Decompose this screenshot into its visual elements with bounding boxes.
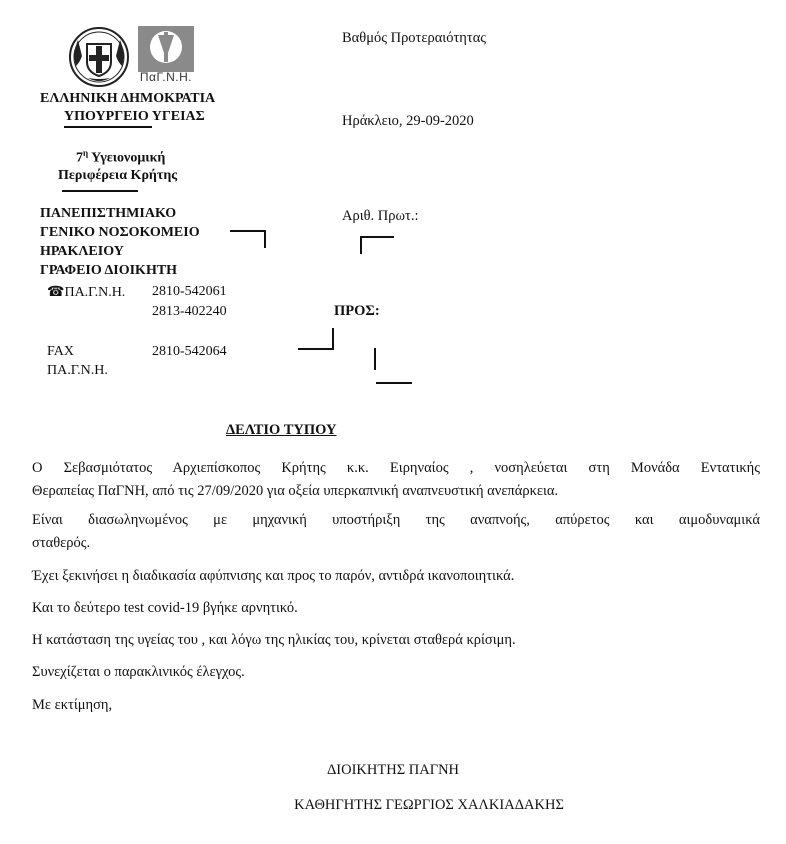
health-region-line1 [76,148,165,167]
document-title: ΔΕΛΤΙΟ ΤΥΠΟΥ [226,422,337,438]
signature-name: ΚΑΘΗΓΗΤΗΣ ΓΕΩΡΓΙΟΣ ΧΑΛΚΙΑΔΑΚΗΣ [294,797,564,813]
corner-mark-1-h [230,230,266,232]
corner-mark-3-v [360,236,362,254]
protocol-number-label: Αριθ. Πρωτ.: [342,208,419,224]
pagni-logo-text: ΠαΓ.Ν.Η. [139,70,193,84]
corner-mark-2-h [298,348,334,350]
paragraph-6: Συνεχίζεται ο παρακλινικός έλεγχος. [32,664,245,680]
pagni-logo [138,26,194,84]
phone-number-1: 2810-542061 [152,284,227,299]
phone-row [47,284,125,301]
paragraph-2-line-1: Είναι διασωληνωμένος με μηχανική υποστήριξη της αναπνοής, απύρετος και αιμοδυναμικά [32,512,760,528]
phone-label: ΠΑ.Γ.Ν.Η. [64,285,126,300]
corner-mark-4-h [376,382,412,384]
hospital-line4: ΓΡΑΦΕΙΟ ΔΙΟΙΚΗΤΗ [40,263,178,278]
recipient-label: ΠΡΟΣ: [334,303,380,319]
priority-label: Βαθμός Προτεραιότητας [342,30,487,46]
paragraph-3: Έχει ξεκινήσει η διαδικασία αφύπνισης και προς το παρόν, αντιδρά ικανοποιητικά. [32,568,515,584]
region-text: Υγειονομική [88,150,166,166]
phone-number-2: 2813-402240 [152,304,227,319]
paragraph-2-line-2: σταθερός. [32,535,91,551]
corner-mark-1-v [264,230,266,248]
place-date: Ηράκλειο, 29-09-2020 [342,113,474,129]
paragraph-2 [32,509,760,555]
hospital-line3: ΗΡΑΚΛΕΙΟΥ [40,244,124,259]
hospital-line1: ΠΑΝΕΠΙΣΤΗΜΙΑΚΟ [40,206,177,221]
paragraph-5: Η κατάσταση της υγείας του , και λόγω της ηλικίας του, κρίνεται σταθερά κρίσιμη. [32,632,516,648]
fax-label-line1: FAX [47,344,74,359]
ministry-label: ΥΠΟΥΡΓΕΙΟ ΥΓΕΙΑΣ [64,109,205,124]
paragraph-4: Και το δεύτερο test covid-19 βγήκε αρνητικό. [32,600,298,616]
paragraph-1-line-1: Ο Σεβασμιότατος Αρχιεπίσκοπος Κρήτης κ.κ. Ειρηναίος , νοσηλεύεται στη Μονάδα Εντατικής [32,460,760,476]
region-underline [62,190,138,192]
fax-number: 2810-542064 [152,344,227,359]
corner-mark-2-v [332,328,334,350]
region-number: 7 [76,150,83,166]
corner-mark-4-v [374,348,376,370]
greek-republic-emblem [68,26,130,88]
fax-label-line2: ΠΑ.Γ.Ν.Η. [47,363,108,378]
health-region-line2: Περιφέρεια Κρήτης [58,168,178,183]
country-label: ΕΛΛΗΝΙΚΗ ΔΗΜΟΚΡΑΤΙΑ [40,91,216,106]
paragraph-1 [32,457,760,503]
closing-line: Με εκτίμηση, [32,697,113,713]
paragraph-1-line-2: Θεραπείας ΠαΓΝΗ, από τις 27/09/2020 για οξεία υπερκαπνική αναπνευστική ανεπάρκεια. [32,483,559,499]
phone-icon: ☎ [47,285,65,300]
corner-mark-3-h [360,236,394,238]
region-superscript: η [83,148,89,158]
signature-title: ΔΙΟΙΚΗΤΗΣ ΠΑΓΝΗ [326,762,460,778]
ministry-underline [64,126,152,128]
hospital-line2: ΓΕΝΙΚΟ ΝΟΣΟΚΟΜΕΙΟ [40,225,200,240]
